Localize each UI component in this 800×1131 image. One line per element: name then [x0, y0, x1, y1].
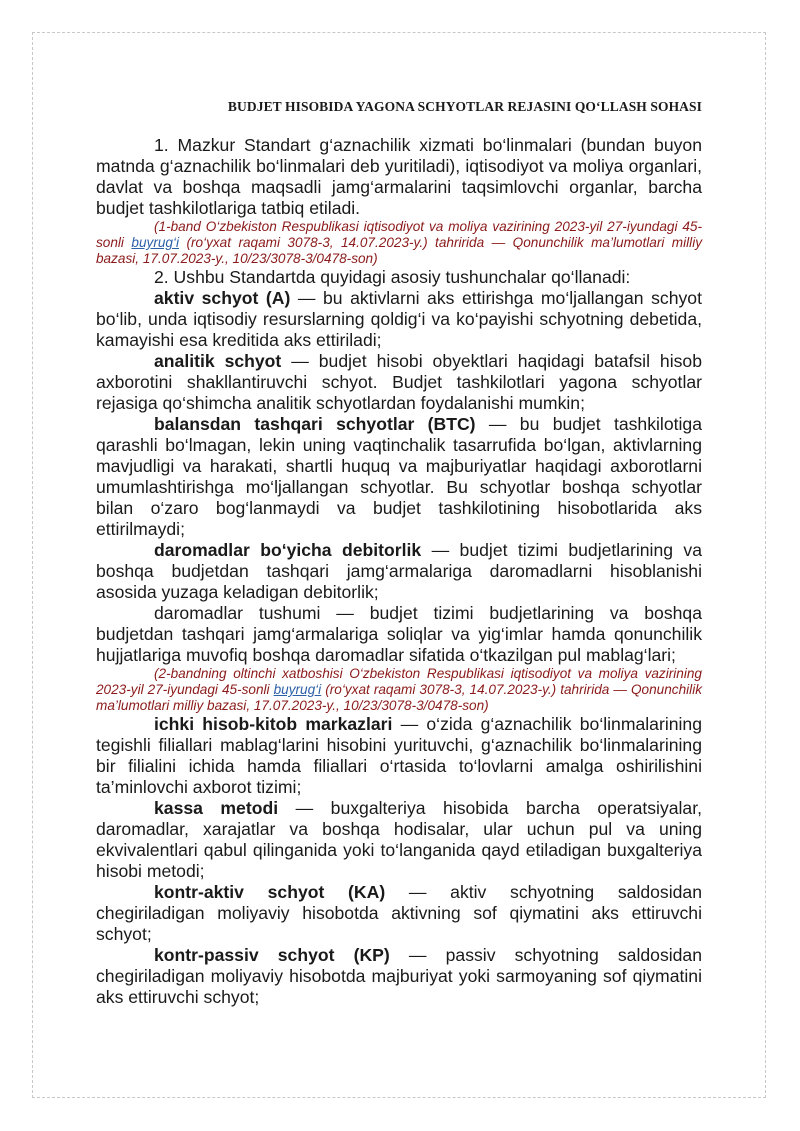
definition-item [96, 882, 702, 945]
document-body [96, 96, 702, 1008]
definition-term: kontr-aktiv schyot (KA) [154, 882, 386, 902]
definition-term: daromadlar bo‘yicha debitorlik [154, 540, 422, 560]
note-text: (2-bandning oltinchi xatboshisi O‘zbekiston Respublikasi iqtisodiyot va moliya vazirining 2023-yil 27-iyundagi 45-sonli [96, 666, 702, 697]
definition-item [96, 414, 702, 540]
definition-text: — o‘zida g‘aznachilik bo‘linmalarining tegishli filiallari mablag‘larini hisobini yurituvchi, g‘aznachilik bo‘linmalarining bir filialini ichida hamda filiallari o‘rtasida to‘lovlarni amalga oshirilishini ta’minlovchi axborot tizimi; [96, 714, 702, 797]
amendment-note-1 [96, 219, 702, 267]
definition-item [96, 351, 702, 414]
definition-term: aktiv schyot (A) [154, 288, 291, 308]
definition-text: — aktiv schyotning saldosidan chegiriladigan moliyaviy hisobotda aktivning sof qiymatini aks ettiruvchi schyot; [96, 882, 702, 944]
definition-term: balansdan tashqari schyotlar (BTC) [154, 414, 476, 434]
definition-text: — bu aktivlarni aks ettirishga mo‘ljallangan schyot bo‘lib, unda iqtisodiy resurslarning qoldig‘i va ko‘payishi schyotning debetida, kamayishi esa kreditida aks ettiriladi; [96, 288, 702, 350]
definition-term: analitik schyot [154, 351, 282, 371]
note-text: (ro‘yxat raqami 3078-3, 14.07.2023-y.) tahririda — Qonunchilik ma’lumotlari milliy bazasi, 17.07.2023-y., 10/23/3078-3/0478-son) [96, 682, 703, 713]
paragraph-2: 2. Ushbu Standartda quyidagi asosiy tushunchalar qo‘llanadi: [154, 267, 631, 287]
paragraph-1: 1. Mazkur Standart g‘aznachilik xizmati bo‘linmalari (bundan buyon matnda g‘aznachilik bo‘linmalari deb yuritiladi), iqtisodiyot va moliya organlari, davlat va boshqa maqsadli jamg‘armalarini taqsimlovchi organlar, barcha budjet tashkilotlariga tatbiq etiladi. [96, 135, 702, 218]
definition-text: daromadlar tushumi — budjet tizimi budjetlarining va boshqa budjetdan tashqari jamg‘armalariga soliqlar va yig‘imlar hamda qonunchilik hujjatlariga muvofiq boshqa daromadlar sifatida o‘tkazilgan pul mablag‘lari; [96, 603, 702, 665]
definition-item [96, 288, 702, 351]
definition-item [96, 603, 702, 666]
note-text: (ro‘yxat raqami 3078-3, 14.07.2023-y.) tahririda — Qonunchilik ma’lumotlari milliy bazasi, 17.07.2023-y., 10/23/3078-3/0478-son) [96, 235, 703, 266]
definition-text: — buxgalteriya hisobida barcha operatsiyalar, daromadlar, xarajatlar va boshqa hodisalar, ular uchun pul va uning ekvivalentlari qabul qilinganida yoki to‘langanida qayd etiladigan buxgalteriya hisobi metodi; [96, 798, 702, 881]
definition-item [96, 945, 702, 1008]
note-text: (1-band O‘zbekiston Respublikasi iqtisodiyot va moliya vazirining 2023-yil 27-iyundagi 45-sonli [96, 219, 702, 250]
section-title: BUDJET HISOBIDA YAGONA SCHYOTLAR REJASINI QO‘LLASH SOHASI [227, 99, 702, 114]
definition-text: — passiv schyotning saldosidan chegiriladigan moliyaviy hisobotda majburiyat yoki sarmoyaning sof qiymatini aks ettiruvchi schyot; [96, 945, 703, 1007]
definition-text: — budjet hisobi obyektlari haqidagi batafsil hisob axborotini shakllantiruvchi schyot. Budjet tashkilotlari yagona schyotlar rejasiga qo‘shimcha analitik schyotlardan foydalanishi mumkin; [96, 351, 702, 413]
definition-item [96, 798, 702, 882]
amendment-note-2 [96, 666, 702, 714]
order-link[interactable]: buyrug‘i [273, 682, 322, 697]
definition-term: kontr-passiv schyot (KP) [154, 945, 390, 965]
definition-term: ichki hisob-kitob markazlari [154, 714, 393, 734]
definition-item [96, 714, 702, 798]
order-link[interactable]: buyrug‘i [131, 235, 180, 250]
definition-item [96, 540, 702, 603]
definition-text: — budjet tizimi budjetlarining va boshqa budjetdan tashqari jamg‘armalariga daromadlarni hisoblanishi asosida yuzaga keladigan debitorlik; [96, 540, 702, 602]
definition-term: kassa metodi [154, 798, 279, 818]
definition-text: — bu budjet tashkilotiga qarashli bo‘lmagan, lekin uning vaqtinchalik tasarrufida bo‘lgan, aktivlarning mavjudligi va harakati, shartli huquq va majburiyatlar haqidagi axborotlarni umumlashtirishga mo‘ljallangan schyotlar. Bu schyotlar boshqa schyotlar bilan o‘zaro bog‘lanmaydi va budjet tashkilotining hisobotlarida aks ettirilmaydi; [96, 414, 702, 539]
